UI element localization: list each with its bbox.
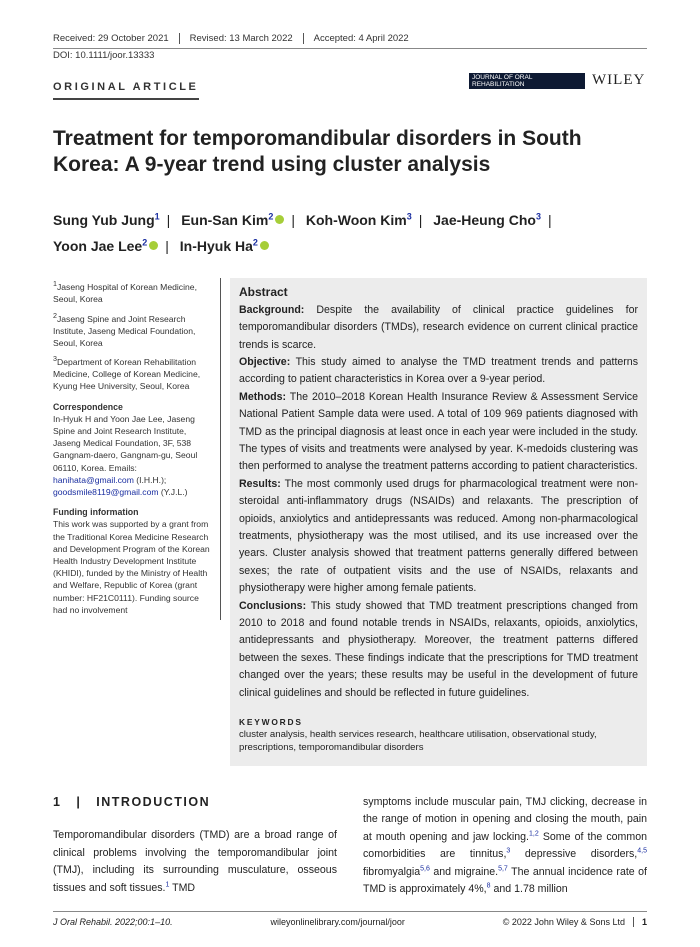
- author[interactable]: In-Hyuk Ha$^2$: [180, 238, 269, 254]
- correspondence-text: In-Hyuk H and Yoon Jae Lee, Jaseng Spine and Joint Research Institute, Jaseng Medical Foundation, 3F, 538 Gangnam-daero, Gangnam-gu, Seoul 06110, Korea. Emails: hanihata@gmail.com (I.H.H.); goodsmile8119@gmail.com (Y.J.L.): [53, 413, 198, 497]
- reference-link[interactable]: 5,7: [498, 865, 508, 873]
- revised-date: Revised: 13 March 2022: [190, 33, 304, 44]
- accepted-date: Accepted: 4 April 2022: [313, 33, 409, 44]
- history-dates: [53, 33, 647, 49]
- abstract-box: [230, 278, 647, 766]
- email-link[interactable]: hanihata@gmail.com: [53, 474, 134, 485]
- keywords-heading: KEYWORDS: [239, 717, 303, 728]
- email-link[interactable]: goodsmile8119@gmail.com: [53, 486, 159, 497]
- affiliation: $^1$Jaseng Hospital of Korean Medicine, Seoul, Korea: [53, 280, 197, 305]
- journal-url[interactable]: wileyonlinelibrary.com/journal/joor: [270, 916, 405, 927]
- reference-link[interactable]: 8: [486, 882, 491, 890]
- citation: J Oral Rehabil. 2022;00:1–10.: [53, 916, 173, 927]
- reference-link[interactable]: 3: [506, 847, 511, 855]
- keywords: cluster analysis, health services research, healthcare utilisation, observational study, prescriptions, temporomandibular disorders: [239, 729, 597, 754]
- affiliation: $^2$Jaseng Spine and Joint Research Institute, Jaseng Medical Foundation, Seoul, Korea: [53, 311, 196, 348]
- reference-link[interactable]: 4,5: [637, 847, 647, 855]
- abstract-heading: Abstract: [239, 285, 288, 300]
- affiliation: $^3$Department of Korean Rehabilitation Medicine, College of Korean Medicine, Kyung Hee University, Seoul, Korea: [53, 355, 201, 392]
- author-list: Sung Yub Jung$^1$ | Eun-San Kim$^2$ | Koh-Woon Kim$^3$ | Jae-Heung Cho$^3$ | Yoon Jae Lee$^2$ | In-Hyuk Ha$^2$: [53, 211, 552, 255]
- orcid-icon[interactable]: [149, 241, 158, 250]
- author[interactable]: Koh-Woon Kim$^3$: [305, 211, 412, 228]
- introduction-section: [53, 794, 647, 898]
- copyright: © 2022 John Wiley & Sons Ltd: [502, 916, 625, 927]
- abstract-objective: Objective: This study aimed to analyse the TMD treatment trends and patterns according to patient characteristics in Korea over a 9-year period.: [239, 355, 638, 386]
- journal-logo: JOURNAL OF ORAL REHABILITATION: [469, 73, 585, 89]
- reference-link[interactable]: 5,6: [420, 865, 430, 873]
- front-matter: [53, 278, 647, 766]
- author[interactable]: Yoon Jae Lee$^2$: [53, 238, 158, 254]
- intro-paragraph-right: symptoms include muscular pain, TMJ clicking, decrease in the range of motion in opening and closing the mouth, pain at mouth opening and jaw locking.$^{1,2}$ Some of the common comorbidities are tinnitus,$^3$ depressive disorders,$^{4,5}$ fibromyalgia$^{5,6}$ and migraine.$^{5,7}$ The annual incidence rate of TMD is approximately 4%,$^8$ and 1.78 million: [363, 796, 647, 896]
- publisher-logo: WILEY: [592, 72, 646, 88]
- reference-link[interactable]: 1: [165, 881, 170, 889]
- footer-right: [503, 917, 647, 927]
- article-type: ORIGINAL ARTICLE: [53, 81, 199, 100]
- abstract-conclusions: Conclusions: This study showed that TMD treatment prescriptions changed from 2010 to 2018 and found notable trends in NSAIDs, relaxants, opioids, anxiolytics, antidepressants and physiotherapy. Moreover, the treatment patterns differed between the sexes. These findings indicate that the prescriptions for TMD treatment changed over the years; these results may be useful in the development of future clinical guidelines and should be reflected in future guidelines.: [239, 599, 638, 699]
- intro-paragraph-left: Temporomandibular disorders (TMD) are a broad range of clinical problems involving the temporomandibular joint (TMJ), including its surrounding musculature, osseous tissues and soft tissues.$^1$ TMD: [53, 829, 337, 894]
- author[interactable]: Eun-San Kim$^2$: [181, 212, 284, 228]
- author[interactable]: Jae-Heung Cho$^3$: [433, 211, 541, 228]
- intro-column-left: [53, 794, 337, 898]
- doi[interactable]: DOI: 10.1111/joor.13333: [53, 50, 155, 61]
- orcid-icon[interactable]: [275, 215, 284, 224]
- reference-link[interactable]: 1,2: [528, 830, 539, 838]
- page-number: 1: [633, 917, 647, 927]
- orcid-icon[interactable]: [260, 241, 269, 250]
- section-heading-introduction: 1 | INTRODUCTION: [53, 795, 211, 810]
- sidebar-info: [53, 278, 221, 620]
- author[interactable]: Sung Yub Jung$^1$: [53, 211, 160, 228]
- intro-column-right: [363, 794, 647, 898]
- abstract-background: Background: Despite the availability of clinical practice guidelines for temporomandibular disorders (TMDs), research evidence on current clinical practice trends is scarce.: [239, 303, 638, 351]
- abstract-methods: Methods: The 2010–2018 Korean Health Insurance Review & Assessment Service National Patient Sample data were used. A total of 109 969 patients diagnosed with TMD as the principal diagnosis at least once in each year were included in the study. The types of visits and treatments were analysed by year. K-medoids clustering was then performed to analyse the treatment patterns according to patient characteristics.: [239, 390, 638, 473]
- correspondence-heading: Correspondence: [53, 401, 123, 412]
- paper-title: Treatment for temporomandibular disorders in South Korea: A 9-year trend using cluster analysis: [53, 127, 582, 176]
- received-date: Received: 29 October 2021: [53, 33, 180, 44]
- funding-heading: Funding information: [53, 507, 139, 518]
- abstract-results: Results: The most commonly used drugs for pharmacological treatment were non-steroidal anti-inflammatory drugs (NSAIDs) and relaxants. The prescription of opioids, anxiolytics and antidepressants was reduced. Among non-pharmacological treatments, physiotherapy was the most utilised, and its use increased over the years. Cluster analysis showed that treatment patterns generally differed between sexes; the rate of outpatient visits and the use of NSAIDs, relaxants and physiotherapy were higher among female patients.: [239, 477, 638, 595]
- funding-text: This work was supported by a grant from the Traditional Korea Medicine Research and Development Program of the Korean Health Industry Development Institute (KHIDI), funded by the Ministry of Health and Welfare, Republic of Korea (grant number: HF21C0111). Funding source had no involvement: [53, 519, 210, 615]
